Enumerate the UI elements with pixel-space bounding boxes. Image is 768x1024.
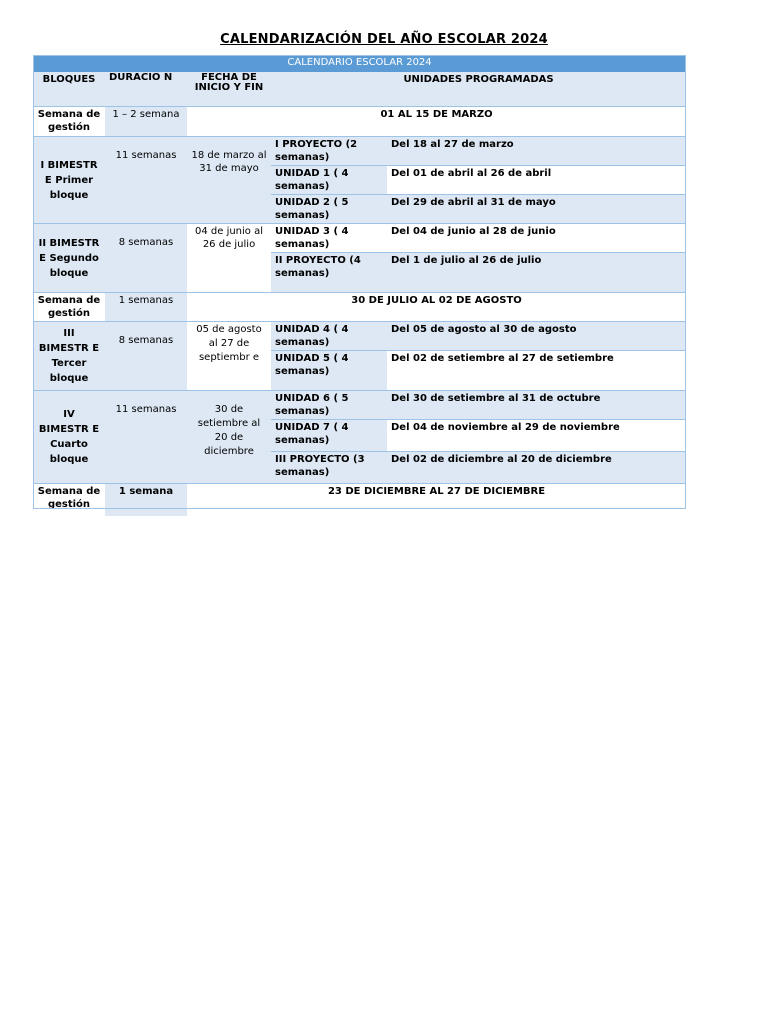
calendar-table: [33, 55, 686, 516]
bloque-duracion: 8 semanas: [105, 224, 187, 293]
unit-dates: Del 1 de julio al 26 de julio: [387, 253, 686, 293]
bloque-label: III BIMESTR E Tercer bloque: [33, 322, 105, 391]
bloque-duracion: 8 semanas: [105, 322, 187, 391]
unit-dates: Del 04 de noviembre al 29 de noviembre: [387, 420, 686, 452]
unit-dates: Del 29 de abril al 31 de mayo: [387, 195, 686, 224]
header-unidades: UNIDADES PROGRAMADAS: [271, 72, 686, 107]
unit-name: UNIDAD 5 ( 4 semanas): [271, 351, 387, 391]
document-title: CALENDARIZACIÓN DEL AÑO ESCOLAR 2024: [220, 32, 548, 47]
header-fecha: FECHA DE INICIO Y FIN: [187, 72, 271, 107]
table-row: [33, 224, 686, 253]
unit-name: UNIDAD 7 ( 4 semanas): [271, 420, 387, 452]
unit-name: UNIDAD 1 ( 4 semanas): [271, 166, 387, 195]
table-banner: CALENDARIO ESCOLAR 2024: [33, 55, 686, 72]
unit-name: II PROYECTO (4 semanas): [271, 253, 387, 293]
unit-dates: Del 30 de setiembre al 31 de octubre: [387, 391, 686, 420]
bloque-fecha: 04 de junio al 26 de julio: [187, 224, 271, 293]
bloque-fecha: 18 de marzo al 31 de mayo: [187, 137, 271, 224]
bloque-fecha: 30 de setiembre al 20 de diciembre: [187, 391, 271, 484]
header-duracion: DURACIO N: [105, 72, 187, 107]
gestion-periodo: 01 AL 15 DE MARZO: [187, 107, 686, 137]
header-bloques: BLOQUES: [33, 72, 105, 107]
gestion-periodo: 23 DE DICIEMBRE AL 27 DE DICIEMBRE: [187, 484, 686, 516]
gestion-bloque: Semana de gestión: [33, 484, 105, 516]
unit-name: I PROYECTO (2 semanas): [271, 137, 387, 166]
table-row: [33, 107, 686, 137]
unit-name: III PROYECTO (3 semanas): [271, 452, 387, 484]
bloque-duracion: 11 semanas: [105, 391, 187, 484]
gestion-duracion: 1 semana: [105, 484, 187, 516]
unit-dates: Del 05 de agosto al 30 de agosto: [387, 322, 686, 351]
gestion-periodo: 30 DE JULIO AL 02 DE AGOSTO: [187, 293, 686, 322]
unit-name: UNIDAD 4 ( 4 semanas): [271, 322, 387, 351]
bloque-label: I BIMESTR E Primer bloque: [33, 137, 105, 224]
gestion-duracion: 1 semanas: [105, 293, 187, 322]
gestion-bloque: Semana de gestión: [33, 293, 105, 322]
unit-name: UNIDAD 6 ( 5 semanas): [271, 391, 387, 420]
bloque-label: II BIMESTR E Segundo bloque: [33, 224, 105, 293]
unit-dates: Del 18 al 27 de marzo: [387, 137, 686, 166]
header-row: [33, 72, 686, 107]
unit-name: UNIDAD 2 ( 5 semanas): [271, 195, 387, 224]
unit-dates: Del 02 de setiembre al 27 de setiembre: [387, 351, 686, 391]
unit-dates: Del 04 de junio al 28 de junio: [387, 224, 686, 253]
table-row: [33, 484, 686, 516]
unit-name: UNIDAD 3 ( 4 semanas): [271, 224, 387, 253]
gestion-duracion: 1 – 2 semana: [105, 107, 187, 137]
bloque-fecha: 05 de agosto al 27 de septiembr e: [187, 322, 271, 391]
table-row: [33, 391, 686, 420]
gestion-bloque: Semana de gestión: [33, 107, 105, 137]
bloque-duracion: 11 semanas: [105, 137, 187, 224]
bloque-label: IV BIMESTR E Cuarto bloque: [33, 391, 105, 484]
unit-dates: Del 02 de diciembre al 20 de diciembre: [387, 452, 686, 484]
table-row: [33, 137, 686, 166]
table-row: [33, 293, 686, 322]
table-row: [33, 322, 686, 351]
unit-dates: Del 01 de abril al 26 de abril: [387, 166, 686, 195]
